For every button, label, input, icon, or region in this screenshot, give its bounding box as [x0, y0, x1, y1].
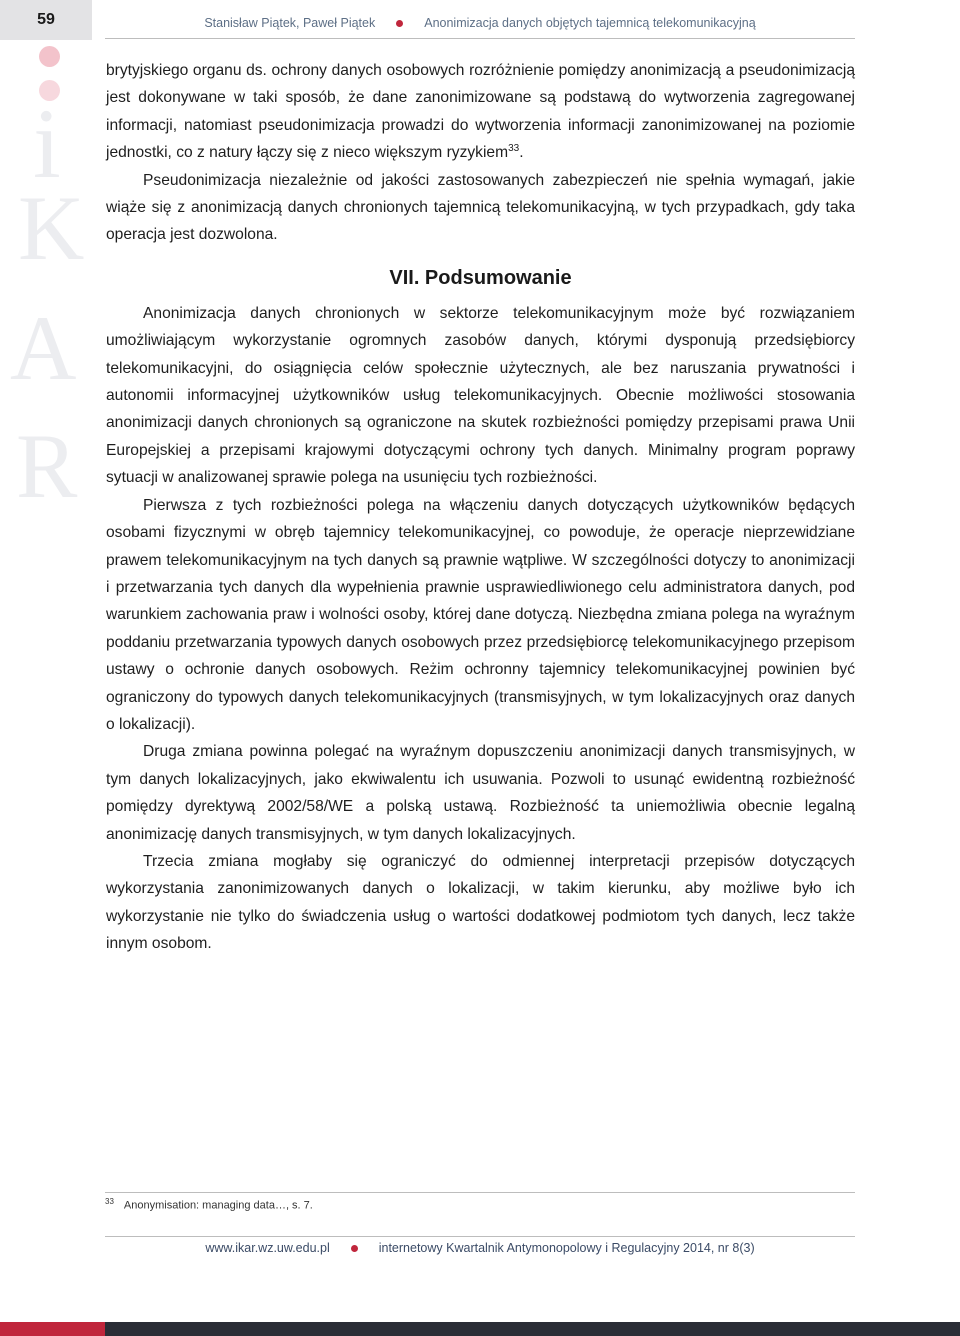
running-footer — [105, 1236, 855, 1259]
article-body — [106, 57, 855, 958]
logo-letter-r: R — [16, 415, 78, 517]
logo-letter-i: i — [33, 88, 61, 199]
section-heading: VII. Podsumowanie — [389, 266, 572, 289]
paragraph: Anonimizacja danych chronionych w sektorze telekomunikacyjnym może być rozwiązaniem umożliwiającym wykorzystanie ogromnych zasobów danych, którymi dysponują przedsiębiorcy telekomunikacyjni, do osiągnięcia celów społecznie użytecznych, ale bez naruszania prywatności i autonomii informacyjnej użytkowników usług telekomunikacyjnych. Obecnie możliwości stosowania anonimizacji danych chronionych są ograniczone na skutek rozbieżności pomiędzy przepisami prawa Unii Europejskiej a przepisami krajowymi dotyczącymi ochrony tych danych. Minimalny program poprawy sytuacji w analizowanej sprawie polega na usunięciu tych rozbieżności. — [106, 304, 855, 487]
footnote-divider — [105, 1192, 855, 1193]
page-number: 59 — [0, 0, 92, 40]
running-header — [105, 8, 855, 39]
footer-url-link[interactable]: www.ikar.wz.uw.edu.pl — [205, 1241, 330, 1255]
header-article-title: Anonimizacja danych objętych tajemnicą telekomunikacyjną — [424, 16, 756, 30]
bottom-dark-bar — [105, 1322, 960, 1336]
paragraph-end: . — [519, 144, 524, 162]
footnote-number: 33 — [105, 1197, 114, 1206]
footer-separator-dot — [351, 1245, 358, 1252]
footnote-reference[interactable]: 33 — [508, 143, 520, 155]
footer-journal-name: internetowy Kwartalnik Antymonopolowy i Regulacyjny 2014, nr 8(3) — [378, 1241, 755, 1255]
paragraph: Pseudonimizacja niezależnie od jakości zastosowanych zabezpieczeń nie spełnia wymagań, jakie wiąże się z anonimizacją danych chronionych tajemnicą telekomunikacyjną, w tych przypadkach, gdy taka operacja jest dozwolona. — [106, 171, 855, 244]
header-separator-dot — [396, 20, 403, 27]
ikar-logo-sidebar — [0, 44, 100, 544]
paragraph-text: brytyjskiego organu ds. ochrony danych osobowych rozróżnienie pomiędzy anonimizacją a pseudonimizacją jest dokonywane w taki sposób, że dane zanonimizowane są podstawą do wytworzenia zagregowanej informacji, natomiast pseudonimizacja prowadzi do wytworzenia informacji zanonimizowanej na poziomie jednostki, co z natury łączy się z nieco większym ryzykiem — [106, 62, 855, 162]
logo-letter-a: A — [10, 297, 77, 399]
paragraph — [106, 57, 855, 167]
paragraph: Pierwsza z tych rozbieżności polega na włączeniu danych dotyczących użytkowników będących osobami fizycznymi w obręb tajemnicy telekomunikacyjnej, co powoduje, że operacje nieprzewidziane prawem telekomunikacyjnym na tych danych są prawnie wątpliwe. W szczególności dotyczy to anonimizacji i przetwarzania tych danych dla wypełnienia prawnie usprawiedliwionego celu administratora danych, pod warunkiem zachowania praw i wolności osoby, której dane dotyczą. Niezbędna zmiana polega na wyraźnym poddaniu przetwarzania typowych danych osobowych przez przedsiębiorcę telekomunikacyjnego przepisom ustawy o ochronie danych osobowych. Reżim ochronny tajemnicy telekomunikacyjnej powinien być ograniczony do typowych danych telekomunikacyjnych (transmisyjnych, w tym lokalizacyjnych oraz danych o lokalizacji). — [106, 496, 855, 733]
footnote-text: Anonymisation: managing data…, s. 7. — [123, 1199, 313, 1212]
header-authors: Stanisław Piątek, Paweł Piątek — [204, 16, 376, 30]
paragraph: Druga zmiana powinna polegać na wyraźnym dopuszczeniu anonimizacji danych transmisyjnych, w tym danych lokalizacyjnych, jako ekwiwalentu ich usuwania. Pozwoli to usunąć ewidentną rozbieżność pomiędzy dyrektywą 2002/58/WE a polską ustawą. Rozbieżność ta uniemożliwia obecnie legalną anonimizację danych transmisyjnych, w tym danych lokalizacyjnych. — [106, 743, 855, 843]
bottom-accent-bar — [0, 1322, 105, 1336]
logo-letter-k: K — [18, 177, 85, 279]
footnote — [105, 1197, 313, 1212]
logo-dot — [39, 46, 60, 67]
paragraph: Trzecia zmiana mogłaby się ograniczyć do odmiennej interpretacji przepisów dotyczących wykorzystania zanonimizowanych danych o lokalizacji, w takim kierunku, aby możliwe było ich wykorzystanie nie tylko do świadczenia usług o wartości dodatkowej podmiotom tych danych, lecz także innym osobom. — [106, 852, 855, 953]
